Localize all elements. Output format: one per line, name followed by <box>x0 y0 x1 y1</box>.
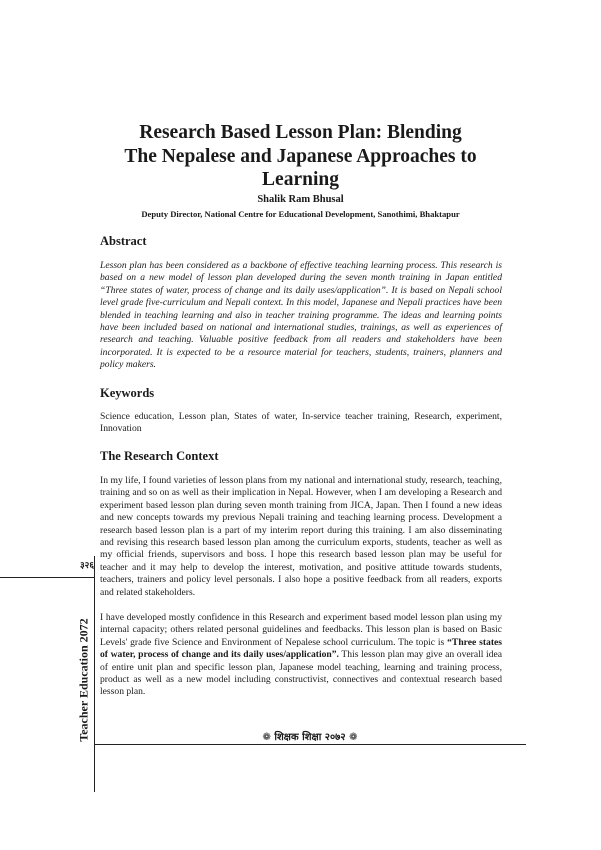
author-name: Shalik Ram Bhusal <box>257 194 344 205</box>
title-line-3: Learning <box>262 169 339 190</box>
title-line-2: The Nepalese and Japanese Approaches to <box>124 145 477 167</box>
paper-title <box>100 121 501 192</box>
research-context-paragraph-1: In my life, I found varieties of lesson plans from my national and international study, research, teaching, training and so on as well as their implication in Nepal. However, when I am developing a Research and experiment based lesson plan during seven month training from JICA, Japan. Then I found a new ideas and new concepts towards my previous Nepali training and teaching learning process. Development a research based lesson plan is a part of my interim report during this training. I am also disseminating and revising this research based lesson plan among the curriculum exports, students, teacher as well as my official friends, supervisors and boss. I hope this research based lesson plan may be useful for teacher and it may help to develop the interest, motivation, and positive attitude towards students, teachers, trainers and policy level personals. I also hope a positive feedback from all readers, exports and related stakeholders. <box>100 475 502 598</box>
keywords-text: Science education, Lesson plan, States of water, In-service teacher training, Research, experiment, Innovation <box>100 411 502 435</box>
title-line-1: Research Based Lesson Plan: Blending <box>139 122 462 143</box>
paragraph-2-text-start: I have developed mostly confidence in this Research and experiment based model lesson plan using my internal capacity; others related personal guidelines and feedbacks. This lesson plan is based on Basic Levels' grade five Science and Environment of Nepalese school curriculum. The topic is <box>100 612 502 648</box>
flower-ornament-icon: ❁ <box>262 732 271 743</box>
flower-ornament-icon: ❁ <box>349 732 358 743</box>
footer-journal-name: शिक्षक शिक्षा २०७२ <box>274 732 346 743</box>
journal-footer <box>94 729 526 743</box>
abstract-text: Lesson plan has been considered as a backbone of effective teaching learning process. This research is based on a new model of lesson plan developed during the seven month training in Japan entitled “Three states of water, process of change and its daily uses/application”. It is based on Nepali school level grade five-curriculum and Nepali context. In this model, Japanese and Nepali practices have been blended in teaching learning and also in teacher training programme. The ideas and learning points have been included based on national and international studies, trainings, as well as experiences of research and teaching. Valuable positive feedback from all readers and stakeholders have been incorporated. It is expected to be a resource material for teachers, students, trainers, planners and policy makers. <box>100 260 502 371</box>
journal-side-label: Teacher Education 2072 <box>76 618 91 742</box>
margin-rule-horizontal <box>0 577 94 578</box>
research-context-heading: The Research Context <box>100 449 219 463</box>
keywords-heading: Keywords <box>100 386 155 400</box>
margin-rule-vertical <box>94 556 95 792</box>
paragraph-2-text-end: This lesson plan may give an overall idea of entire unit plan and specific lesson plan, Japanese model teaching, learning and training process, product as well as a new model including constructivist, connectives and contextual research based lesson plan. <box>100 649 503 698</box>
footer-rule <box>94 744 526 745</box>
author-affiliation: Deputy Director, National Centre for Educational Development, Sanothimi, Bhaktapur <box>141 209 460 219</box>
abstract-heading: Abstract <box>100 234 147 248</box>
research-context-paragraph-2 <box>100 612 502 699</box>
paragraph-2-topic: “Three states of water, process of change and its daily uses/application”. <box>100 636 503 661</box>
page-number: ३२६ <box>80 560 95 570</box>
